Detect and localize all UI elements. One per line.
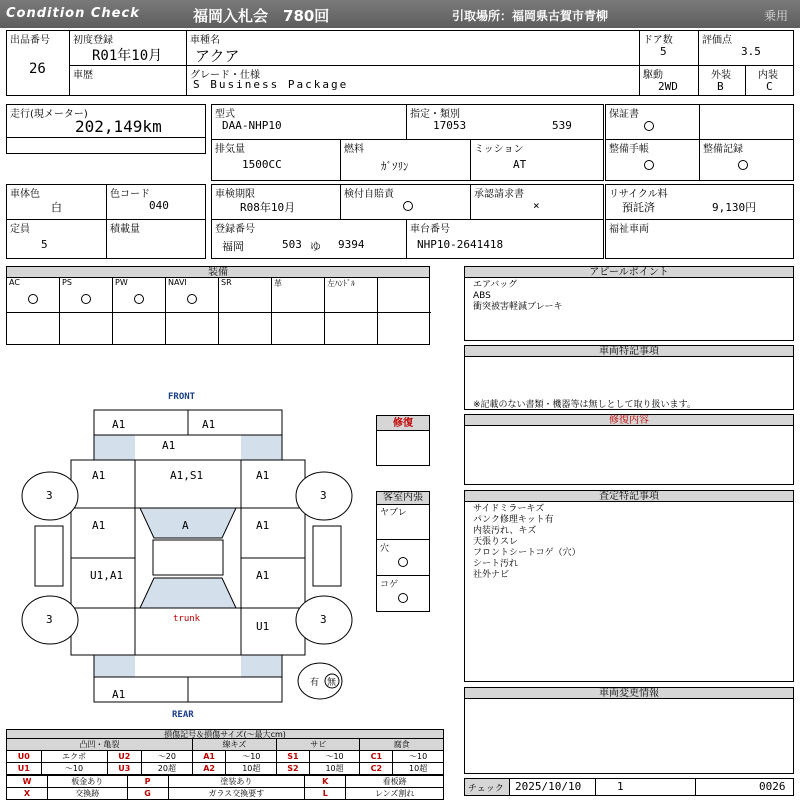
doors-box: ドア数 5	[639, 30, 699, 66]
changes-box	[464, 698, 794, 774]
equip-pw-mark	[134, 294, 144, 304]
history-box: 車歴	[69, 65, 187, 96]
reg-no-box: 登録番号 福岡 503 ゆ 9394	[211, 219, 407, 259]
notes-footer: ※記載のない書類・機器等は無しとして取り扱います。	[473, 400, 696, 410]
category-value: 539	[552, 119, 572, 132]
tire-rear-right: 3	[320, 613, 327, 626]
lot-number: 26	[29, 61, 46, 77]
notes-title: 車両特記事項	[464, 345, 794, 357]
repair-title: 修復	[376, 415, 430, 431]
car-outline	[0, 380, 440, 725]
equip-navi-mark	[187, 294, 197, 304]
spare-tire-no: 無	[327, 678, 337, 688]
chassis-box: 車台番号 NHP10-2641418	[406, 219, 604, 259]
note-line: 内装汚れ、キズ	[473, 526, 537, 536]
mileage-value: 202,149km	[75, 117, 162, 136]
legend-table: 凸凹・亀裂 線キズ サビ 腐食 U0 エクボ U2 〜20 A1 〜10 S1 〜10 C1 〜10 U1 〜10 U3 20超 A2 10超 S2 10超 C2 10超	[6, 738, 444, 775]
drive-box: 駆動 2WD	[639, 65, 699, 96]
capacity-value: 5	[41, 238, 48, 251]
equip-sr: SR	[221, 278, 232, 287]
displacement-box: 排気量 1500CC	[211, 139, 341, 181]
check-bar	[464, 778, 794, 796]
header-bar	[0, 0, 800, 28]
doors-value: 5	[660, 45, 667, 58]
appeal-line: エアバッグ	[473, 280, 518, 290]
pickup-location: 引取場所：福岡県古賀市青柳	[452, 9, 609, 23]
notes-box	[464, 356, 794, 410]
chassis-value: NHP10-2641418	[417, 238, 504, 251]
load-box: 積載量	[106, 219, 206, 259]
check-date: 2025/10/10	[515, 780, 582, 793]
appeal-box	[464, 277, 794, 341]
reg-area: 福岡	[222, 240, 244, 253]
exterior-value: B	[717, 80, 724, 93]
interior-value: C	[766, 80, 773, 93]
mark-a1-right-door: A1	[256, 519, 270, 532]
check-code: 0026	[759, 780, 786, 793]
spare-tire-yes: 有	[310, 678, 320, 688]
check-label: チェック	[468, 784, 504, 794]
first-reg-box: 初度登録 R01年10月	[69, 30, 187, 66]
exterior-box: 外装 B	[698, 65, 746, 96]
repair-detail-box	[464, 425, 794, 485]
cabin-tear: ヤブレ	[380, 508, 407, 518]
grade-value: S Business Package	[193, 78, 349, 91]
mission-value: AT	[513, 158, 527, 171]
equip-ac-mark	[28, 294, 38, 304]
rear-label: REAR	[172, 710, 194, 720]
note-line: シート汚れ	[473, 559, 519, 569]
mark-u1a1-left-rear-door: U1,A1	[90, 569, 124, 582]
designation-value: 17053	[433, 119, 467, 132]
mark-a1-right-rear-door: A1	[256, 569, 270, 582]
tire-front-left: 3	[46, 489, 53, 502]
request-box: 承認請求書 ×	[470, 184, 604, 220]
legend-title: 損傷記号＆損傷サイズ(〜最大cm)	[6, 729, 444, 739]
cabin-title: 客室内張	[376, 491, 430, 505]
cabin-scorch: コゲ	[380, 580, 399, 590]
cabin-scorch-mark	[398, 593, 408, 603]
mark-a1s1-roof-front: A1,S1	[170, 469, 204, 482]
mileage-box: 走行(現メーター) 202,149km	[6, 104, 206, 154]
lot-box: 出品番号 26	[6, 30, 70, 96]
capacity-box: 定員 5	[6, 219, 107, 259]
warranty-box: 保証書	[605, 104, 794, 140]
tire-front-right: 3	[320, 489, 327, 502]
warranty-mark	[644, 121, 654, 131]
changes-title: 車両変更情報	[464, 687, 794, 699]
appeal-title: アピールポイント	[464, 266, 794, 278]
request-value: ×	[533, 199, 540, 212]
note-line: フロントシートコゲ（穴）	[473, 548, 581, 558]
maintenance-mark	[644, 160, 654, 170]
appeal-line: 衝突被害軽減ブレーキ	[473, 302, 563, 312]
maintenance-box: 整備手帳	[605, 139, 700, 181]
interior-box: 内装 C	[745, 65, 794, 96]
mark-a1-left-door: A1	[92, 519, 106, 532]
welfare-box: 福祉車両	[605, 219, 794, 259]
equip-lhd: 左ﾊﾝﾄﾞﾙ	[327, 279, 355, 288]
note-line: パンク修理キット有	[473, 515, 554, 525]
appeal-line: ABS	[473, 291, 491, 301]
inspection-notes-box	[464, 501, 794, 682]
note-line: 社外ナビ	[473, 570, 510, 580]
mark-a1-right-fender: A1	[256, 469, 270, 482]
equip-ac: AC	[9, 278, 20, 287]
color-box: 車体色 白	[6, 184, 107, 220]
inspection-value: R08年10月	[240, 201, 296, 214]
mark-a1-left-fender: A1	[92, 469, 106, 482]
score-box: 評価点 3.5	[698, 30, 794, 66]
equipment-title: 装備	[6, 266, 430, 278]
mark-a1-top-left: A1	[112, 418, 126, 431]
brand-title: Condition Check	[6, 6, 140, 21]
note-line: サイドミラーキズ	[473, 504, 545, 514]
maint-record-box: 整備記録	[699, 139, 794, 181]
displacement-value: 1500CC	[242, 158, 282, 171]
color-code-box: 色コード 040	[106, 184, 206, 220]
mark-a1-hood: A1	[162, 439, 176, 452]
cabin-hole: 穴	[380, 544, 390, 554]
recycle-fee: 9,130円	[712, 201, 757, 214]
car-name-box: 車種名 アクア	[186, 30, 640, 66]
repair-detail-title: 修復内容	[464, 414, 794, 426]
cabin-box	[376, 504, 430, 612]
equip-ps-mark	[81, 294, 91, 304]
equipment-grid	[6, 277, 430, 345]
mark-a1-rear-bumper: A1	[112, 688, 126, 701]
equip-navi: NAVI	[168, 278, 187, 287]
legend-table-2: W 板金あり P 塗装あり K 看板跡 X 交換跡 G ガラス交換要す L レンズ割れ	[6, 775, 444, 800]
reg-class: 503	[282, 238, 302, 251]
fuel-value: ｶﾞｿﾘﾝ	[381, 160, 409, 173]
vehicle-use: 乗用	[764, 9, 789, 23]
check-num: 1	[617, 780, 624, 793]
trunk-label: trunk	[173, 614, 201, 624]
inspection-box: 車検期限 R08年10月	[211, 184, 341, 220]
mark-a1-top-right: A1	[202, 418, 216, 431]
drive-value: 2WD	[658, 80, 678, 93]
score-value: 3.5	[741, 45, 761, 58]
mission-box: ミッション AT	[470, 139, 604, 181]
inspection-notes-title: 査定特記事項	[464, 490, 794, 502]
equip-ps: PS	[62, 278, 72, 287]
front-label: FRONT	[168, 392, 196, 402]
cabin-hole-mark	[398, 557, 408, 567]
car-name-value: アクア	[195, 47, 240, 65]
recycle-box: リサイクル料 預託済 9,130円	[605, 184, 794, 220]
model-box: 型式 DAA-NHP10	[211, 104, 407, 140]
reg-kana: ゆ	[310, 240, 321, 253]
repair-box	[376, 430, 430, 466]
equip-pw: PW	[115, 278, 128, 287]
car-diagram	[0, 380, 440, 725]
insurance-mark	[403, 201, 413, 211]
color-value: 白	[51, 201, 62, 214]
fuel-box: 燃料 ｶﾞｿﾘﾝ	[340, 139, 471, 181]
maint-record-mark	[738, 160, 748, 170]
recycle-status: 預託済	[622, 201, 655, 214]
color-code-value: 040	[149, 199, 169, 212]
first-reg-value: R01年10月	[92, 48, 163, 64]
grade-box: グレード・仕様 S Business Package	[186, 65, 640, 96]
designation-box: 指定・類別 17053 539	[406, 104, 604, 140]
equip-leather: 革	[274, 279, 282, 288]
reg-num: 9394	[338, 238, 365, 251]
auction-title: 福岡入札会 780回	[193, 7, 330, 25]
mark-u1-right-quarter: U1	[256, 620, 270, 633]
model-value: DAA-NHP10	[222, 119, 282, 132]
insurance-box: 検付自賠責	[340, 184, 471, 220]
tire-rear-left: 3	[46, 613, 53, 626]
mark-a-windshield: A	[182, 519, 189, 532]
note-line: 天張りスレ	[473, 537, 519, 547]
